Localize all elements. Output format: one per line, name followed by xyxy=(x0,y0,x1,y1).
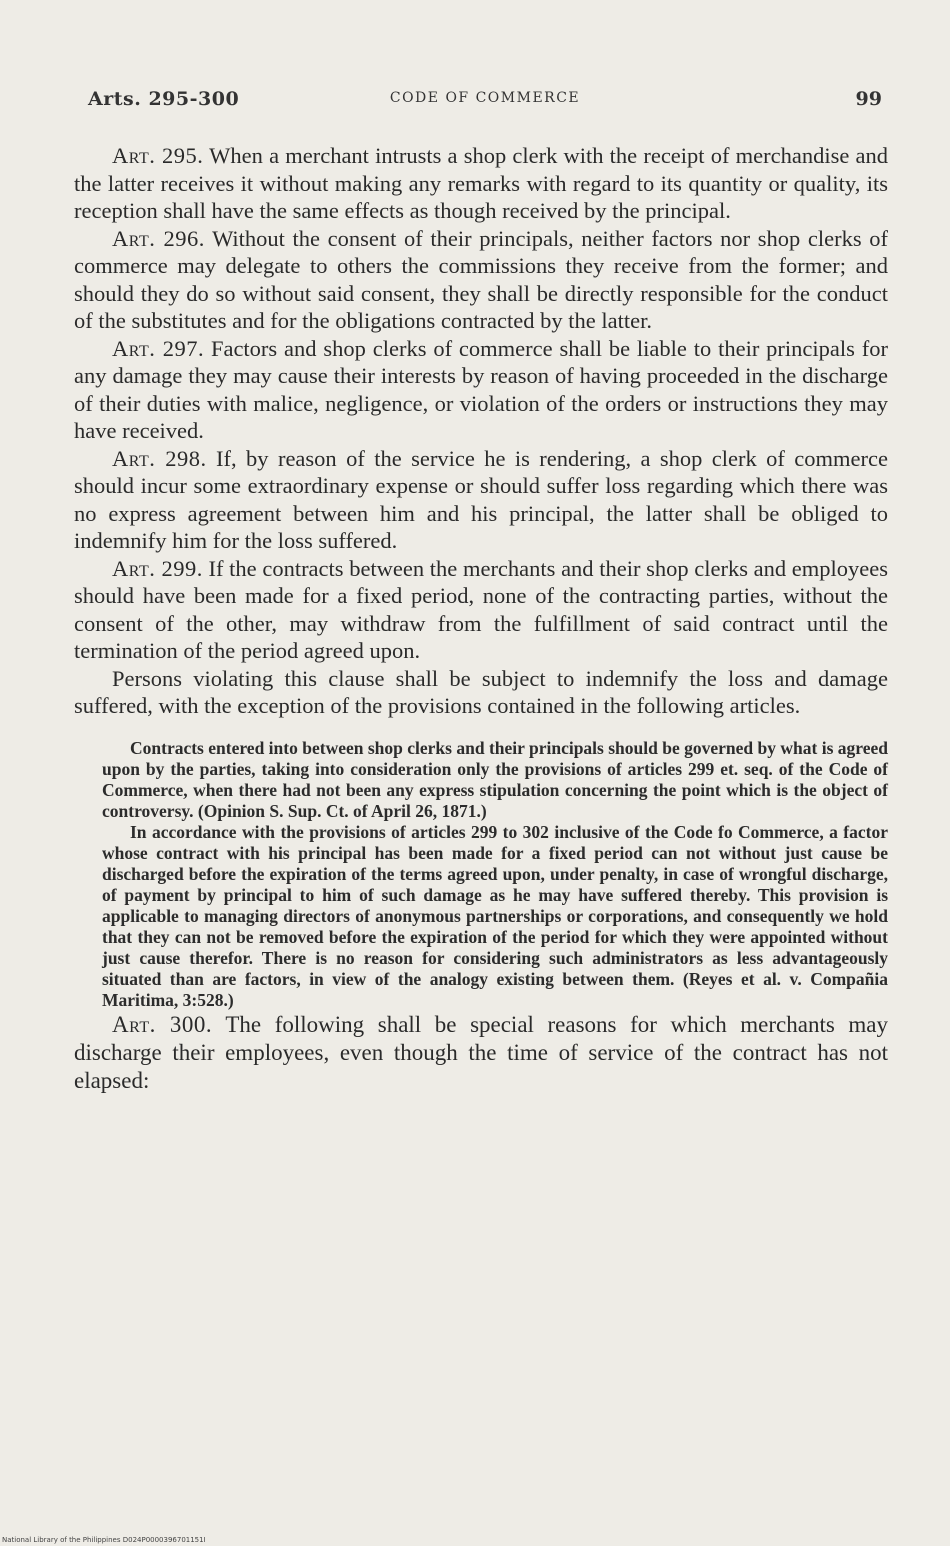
article-label: Art. 296. xyxy=(112,225,205,251)
annotation-note: Contracts entered into between shop clerks and their principals should be governed by what is agreed upon by the parties, taking into consideration only the provisions of articles 299 et. seq. of the Code of Commerce, when there had not been any express stipulation concerning the point which is the object of controversy. (Opinion S. Sup. Ct. of April 26, 1871.) xyxy=(102,737,888,821)
article-label: Art. 298. xyxy=(112,445,207,471)
article-300 xyxy=(74,1011,888,1095)
page-body xyxy=(74,142,888,1095)
article-296 xyxy=(74,225,888,335)
article-label: Art. 295. xyxy=(112,143,204,168)
article-text: Factors and shop clerks of commerce shall be liable to their principals for any damage they may cause their interests by reason of having proceeded in the discharge of their duties with malice, negligence, or violation of the orders or instructions they may have received. xyxy=(74,335,888,443)
book-title: CODE OF COMMERCE xyxy=(389,90,581,106)
article-text: Without the consent of their principals, neither factors nor shop clerks of commerce may delegate to others the commissions they receive from the former; and should they do so without said consent, they shall be directly responsible for the conduct of the substitutes and for the obligations contracted by the latter. xyxy=(74,225,888,333)
article-label: Art. 299. xyxy=(112,555,203,581)
article-297 xyxy=(74,335,888,445)
article-299-continuation: Persons violating this clause shall be subject to indemnify the loss and damage suffered, with the exception of the provisions contained in the following articles. xyxy=(74,665,888,718)
article-label: Art. 297. xyxy=(112,335,205,361)
article-299 xyxy=(74,555,888,665)
article-range: Arts. 295-300 xyxy=(88,88,240,110)
annotations xyxy=(102,738,888,1011)
article-295 xyxy=(74,142,888,225)
page-number: 99 xyxy=(855,88,882,110)
article-298 xyxy=(74,445,888,555)
article-text: When a merchant intrusts a shop clerk with the receipt of merchandise and the latter receives it without making any remarks with regard to its quantity or quality, its reception shall have the same effects as though received by the principal. xyxy=(74,143,888,223)
scan-footer: National Library of the Philippines D024P0000396701151I xyxy=(2,1536,206,1544)
annotation-note: In accordance with the provisions of articles 299 to 302 inclusive of the Code fo Commerce, a factor whose contract with his principal has been made for a fixed period can not without just cause be discharged before the expiration of the terms agreed upon, under penalty, in case of wrongful discharge, of payment by principal to him of such damage as he may have suffered thereby. This provision is applicable to managing directors of anonymous partnerships or corporations, and consequently we hold that they can not be removed before the expiration of the period for which they were appointed without just cause therefor. There is no reason for considering such administrators as less advantageously situated than are factors, in view of the analogy existing between them. (Reyes et al. v. Compañia Maritima, 3:528.) xyxy=(102,821,888,1010)
article-text: The following shall be special reasons for which merchants may discharge their employees, even though the time of service of the contract has not elapsed: xyxy=(74,1011,888,1093)
article-label: Art. 300. xyxy=(112,1011,213,1037)
article-text: If, by reason of the service he is rendering, a shop clerk of commerce should incur some extraordinary expense or should suffer loss regarding which there was no express agreement between him and his principal, the latter shall be obliged to indemnify him for the loss suffered. xyxy=(74,445,889,553)
running-header xyxy=(88,88,882,114)
article-text: If the contracts between the merchants and their shop clerks and employees should have been made for a fixed period, none of the contracting parties, without the consent of the other, may withdraw from the fulfillment of said contract until the termination of the period agreed upon. xyxy=(74,555,888,663)
